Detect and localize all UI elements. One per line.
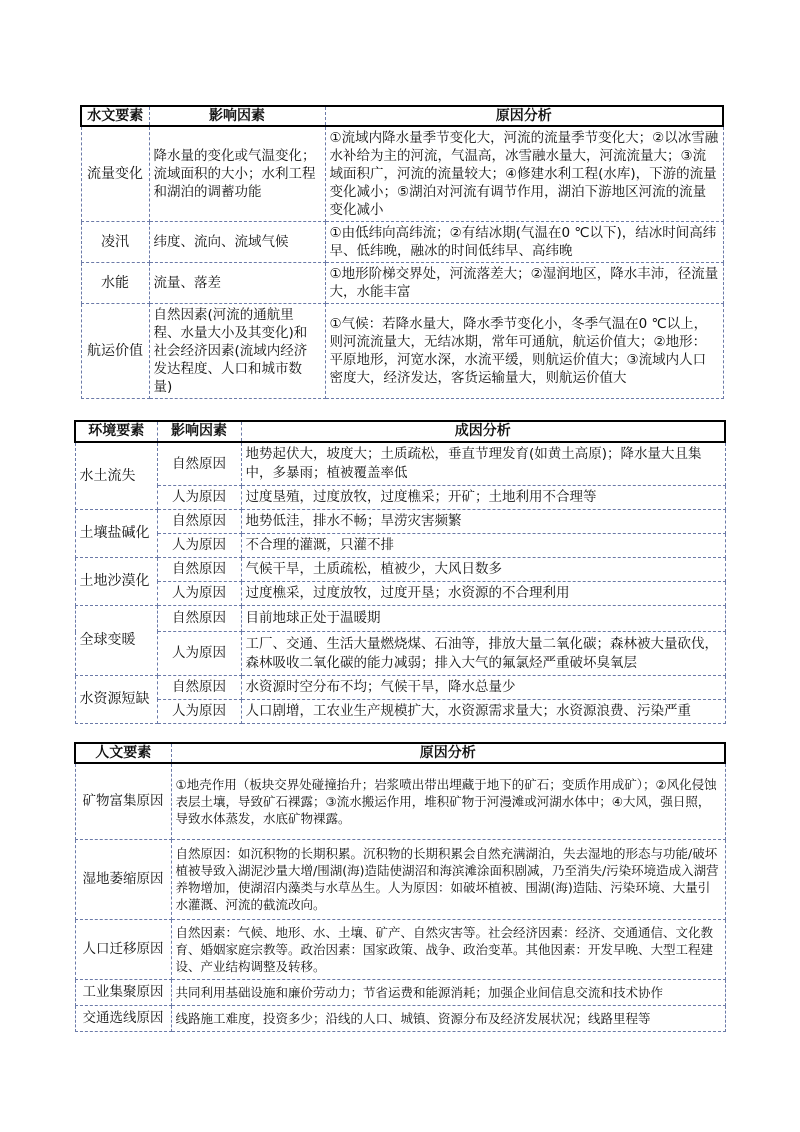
element-cell: 工业集聚原因 bbox=[75, 979, 171, 1005]
header-cell: 原因分析 bbox=[325, 106, 723, 126]
element-cell: 土地沙漠化 bbox=[75, 558, 157, 606]
table-row bbox=[75, 700, 725, 724]
factor-label: 自然原因 bbox=[157, 676, 241, 700]
analysis-cell: ①地壳作用（板块交界处碰撞抬升；岩浆喷出带出埋藏于地下的矿石；变质作用成矿）；②风化侵蚀表层土壤，导致矿石裸露；③流水搬运作用，堆积矿物于河漫滩或河湖水体中；④大风，强日照，导致水体蒸发，水底矿物裸露。 bbox=[171, 763, 725, 839]
cause-cell: 过度樵采，过度放牧，过度开垦；水资源的不合理利用 bbox=[241, 582, 725, 606]
table-row bbox=[81, 304, 723, 399]
analysis-cell: ①气候：若降水量大，降水季节变化小，冬季气温在0 ℃以上，则河流流量大，无结冰期，常年可通航，航运价值大；②地形：平原地形，河宽水深，水流平缓，则航运价值大；③流域内人口密度大，经济发达，客货运输量大，则航运价值大 bbox=[325, 304, 723, 399]
analysis-cell: ①流域内降水量季节变化大，河流的流量季节变化大；②以冰雪融水补给为主的河流，气温高，冰雪融水量大，河流流量大；③流域面积广，河流的流量较大；④修建水利工程(水库)，下游的流量变化减小；⑤湖泊对河流有调节作用，湖泊下游地区河流的流量变化减小 bbox=[325, 126, 723, 222]
analysis-cell: ①地形阶梯交界处，河流落差大；②湿润地区，降水丰沛，径流量大，水能丰富 bbox=[325, 263, 723, 304]
table-row bbox=[75, 534, 725, 558]
table-header-row bbox=[75, 743, 725, 763]
table-header-row bbox=[81, 106, 723, 126]
header-cell: 成因分析 bbox=[241, 421, 725, 442]
table-row bbox=[75, 919, 725, 979]
factor-cell: 纬度、流向、流域气候 bbox=[149, 222, 325, 263]
factor-label: 人为原因 bbox=[157, 486, 241, 510]
element-cell: 湿地萎缩原因 bbox=[75, 839, 171, 919]
cause-cell: 地势起伏大，坡度大；土质疏松，垂直节理发育(如黄土高原)；降水量大且集中，多暴雨；植被覆盖率低 bbox=[241, 442, 725, 486]
element-cell: 水土流失 bbox=[75, 442, 157, 510]
header-cell: 环境要素 bbox=[75, 421, 157, 442]
element-cell: 流量变化 bbox=[81, 126, 149, 222]
cause-cell: 工厂、交通、生活大量燃烧煤、石油等，排放大量二氧化碳；森林被大量砍伐，森林吸收二氧化碳的能力减弱；排入大气的氟氯烃严重破坏臭氧层 bbox=[241, 632, 725, 676]
table-row bbox=[75, 606, 725, 632]
table-row bbox=[75, 510, 725, 534]
element-cell: 交通选线原因 bbox=[75, 1005, 171, 1031]
analysis-cell: 共同利用基础设施和廉价劳动力；节省运费和能源消耗；加强企业间信息交流和技术协作 bbox=[171, 979, 725, 1005]
analysis-cell: 自然因素：气候、地形、水、土壤、矿产、自然灾害等。社会经济因素：经济、交通通信、文化教育、婚姻家庭宗教等。政治因素：国家政策、战争、政治变革。其他因素：开发早晚、大型工程建设、产业结构调整及转移。 bbox=[171, 919, 725, 979]
table-row bbox=[75, 486, 725, 510]
human-geography-table bbox=[74, 742, 726, 1032]
cause-cell: 水资源时空分布不均；气候干旱，降水总量少 bbox=[241, 676, 725, 700]
table-row bbox=[81, 263, 723, 304]
table-row bbox=[75, 558, 725, 582]
factor-label: 自然原因 bbox=[157, 558, 241, 582]
factor-cell: 流量、落差 bbox=[149, 263, 325, 304]
table-row bbox=[75, 763, 725, 839]
header-cell: 影响因素 bbox=[149, 106, 325, 126]
factor-label: 人为原因 bbox=[157, 700, 241, 724]
table-row bbox=[75, 1005, 725, 1031]
table-row bbox=[75, 839, 725, 919]
element-cell: 水资源短缺 bbox=[75, 676, 157, 724]
factor-label: 自然原因 bbox=[157, 510, 241, 534]
factor-label: 自然原因 bbox=[157, 606, 241, 632]
element-cell: 凌汛 bbox=[81, 222, 149, 263]
table-row bbox=[75, 582, 725, 606]
cause-cell: 过度垦殖，过度放牧，过度樵采；开矿；土地利用不合理等 bbox=[241, 486, 725, 510]
element-cell: 人口迁移原因 bbox=[75, 919, 171, 979]
factor-label: 自然原因 bbox=[157, 442, 241, 486]
table-row bbox=[75, 442, 725, 486]
analysis-cell: 自然原因：如沉积物的长期积累。沉积物的长期积累会自然充满湖泊，失去湿地的形态与功能/破坏植被导致入湖泥沙量大增/围湖(海)造陆使湖沼和海滨滩涂面积剧减，乃至消失/污染环境造成入湖营养物增加，使湖沼内藻类与水草丛生。人为原因：如破坏植被、围湖(海)造陆、污染环境、大量引水灌溉、河流的截流改向。 bbox=[171, 839, 725, 919]
table-row bbox=[81, 126, 723, 222]
cause-cell: 人口剧增，工农业生产规模扩大，水资源需求量大；水资源浪费、污染严重 bbox=[241, 700, 725, 724]
environment-table bbox=[74, 420, 726, 724]
cause-cell: 目前地球正处于温暖期 bbox=[241, 606, 725, 632]
factor-label: 人为原因 bbox=[157, 582, 241, 606]
table-row bbox=[75, 676, 725, 700]
header-cell: 人文要素 bbox=[75, 743, 171, 763]
header-cell: 水文要素 bbox=[81, 106, 149, 126]
factor-cell: 自然因素(河流的通航里程、水量大小及其变化)和社会经济因素(流域内经济发达程度、人口和城市数量) bbox=[149, 304, 325, 399]
cause-cell: 气候干旱，土质疏松，植被少，大风日数多 bbox=[241, 558, 725, 582]
factor-label: 人为原因 bbox=[157, 632, 241, 676]
header-cell: 原因分析 bbox=[171, 743, 725, 763]
cause-cell: 不合理的灌溉，只灌不排 bbox=[241, 534, 725, 558]
cause-cell: 地势低洼，排水不畅；旱涝灾害频繁 bbox=[241, 510, 725, 534]
hydrology-table bbox=[80, 105, 724, 399]
analysis-cell: 线路施工难度，投资多少；沿线的人口、城镇、资源分布及经济发展状况；线路里程等 bbox=[171, 1005, 725, 1031]
element-cell: 水能 bbox=[81, 263, 149, 304]
analysis-cell: ①由低纬向高纬流；②有结冰期(气温在0 ℃以下)，结冰时间高纬早、低纬晚，融冰的时间低纬早、高纬晚 bbox=[325, 222, 723, 263]
factor-label: 人为原因 bbox=[157, 534, 241, 558]
header-cell: 影响因素 bbox=[157, 421, 241, 442]
factor-cell: 降水量的变化或气温变化；流域面积的大小；水利工程和湖泊的调蓄功能 bbox=[149, 126, 325, 222]
table-header-row bbox=[75, 421, 725, 442]
element-cell: 航运价值 bbox=[81, 304, 149, 399]
element-cell: 全球变暖 bbox=[75, 606, 157, 676]
table-row bbox=[75, 632, 725, 676]
element-cell: 矿物富集原因 bbox=[75, 763, 171, 839]
element-cell: 土壤盐碱化 bbox=[75, 510, 157, 558]
table-row bbox=[75, 979, 725, 1005]
table-row bbox=[81, 222, 723, 263]
